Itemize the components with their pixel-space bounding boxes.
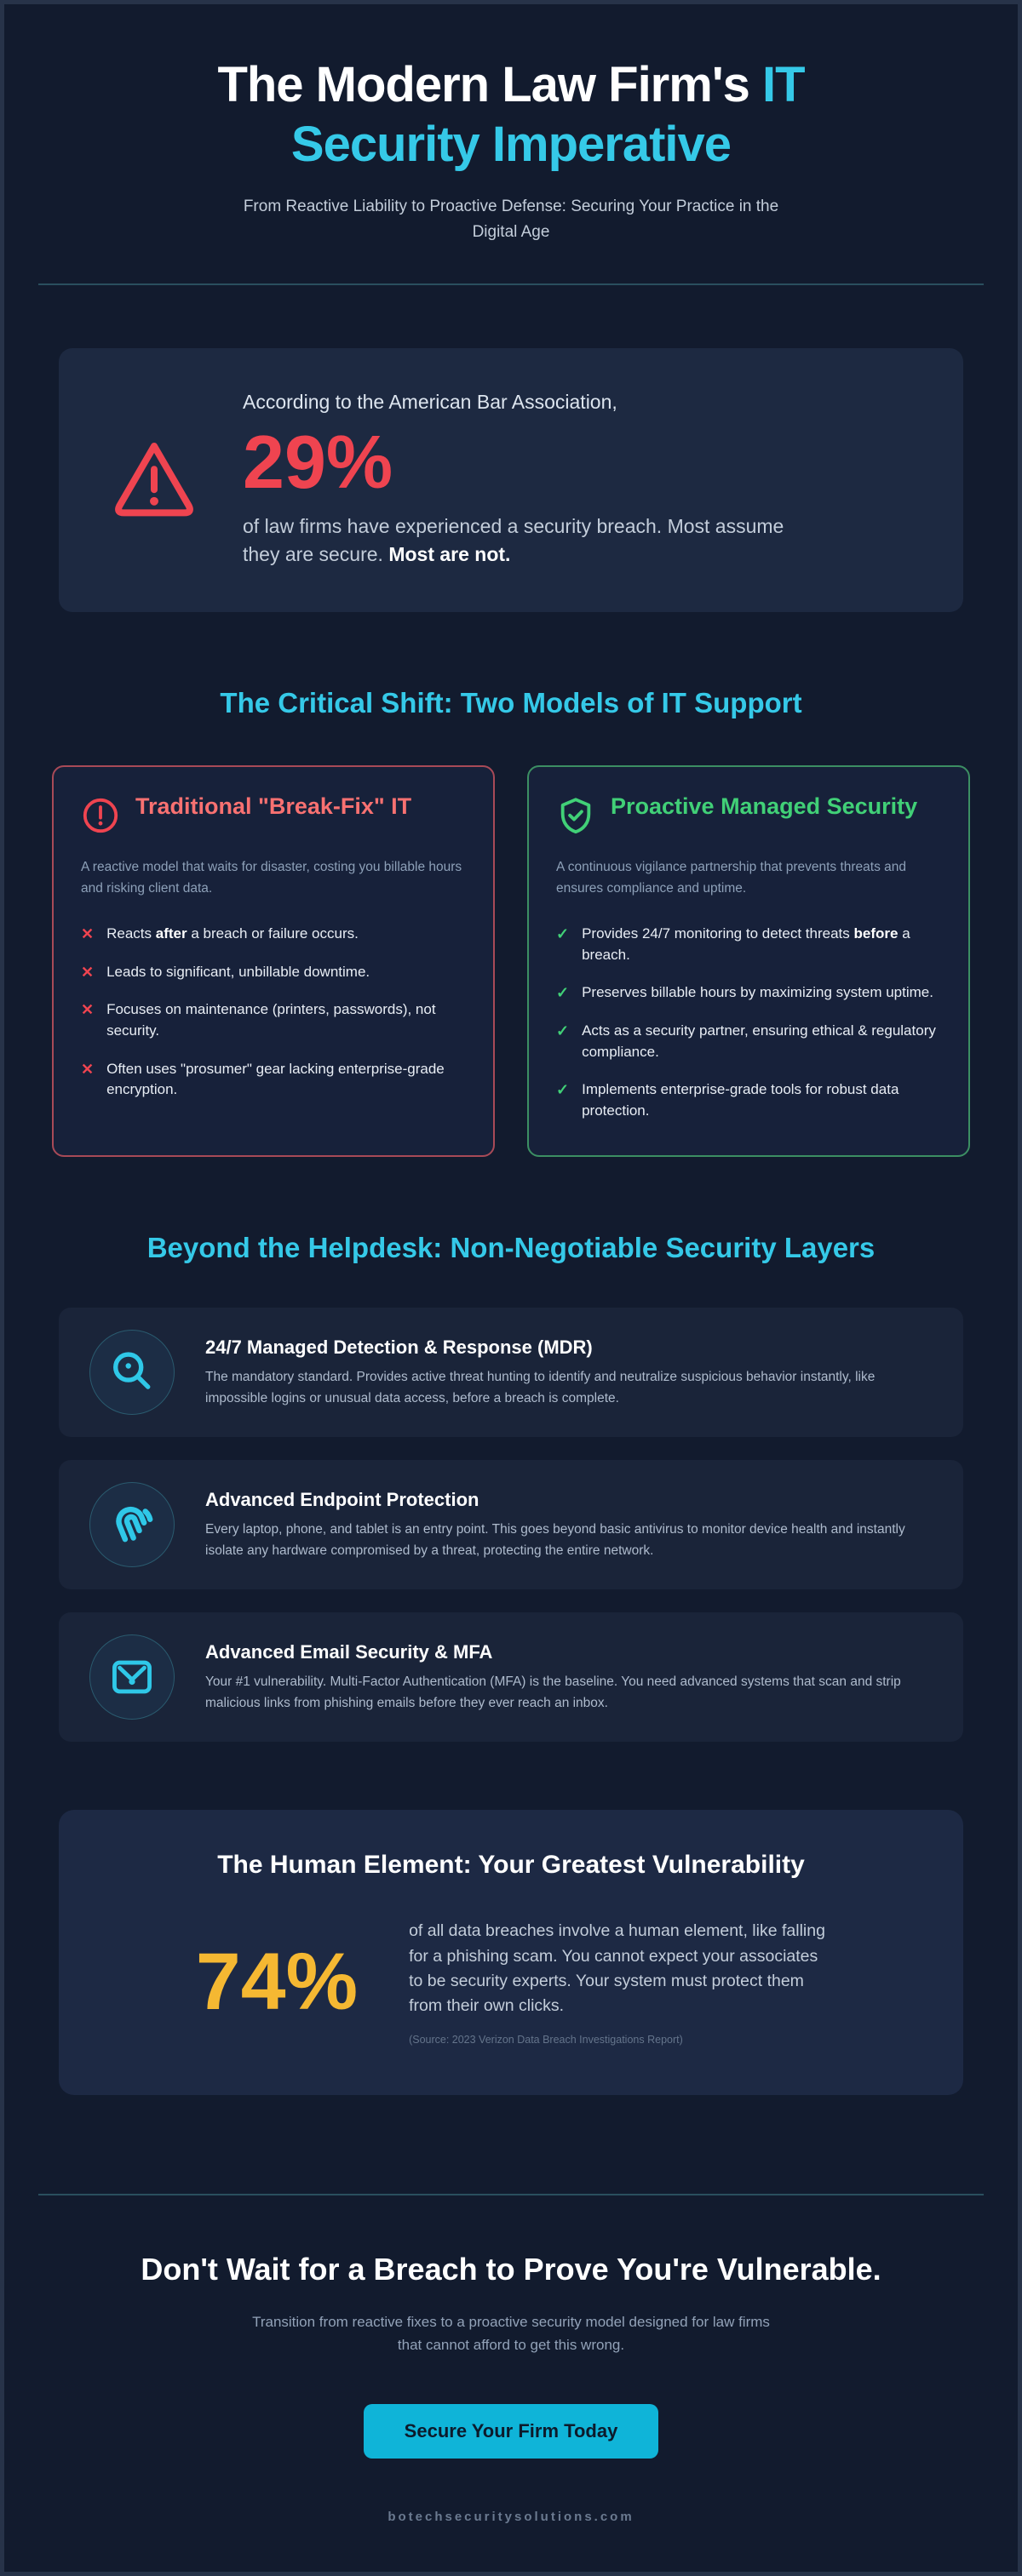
human-element-body: of all data breaches involve a human element, like falling for a phishing scam. You cannot expect your associates to be security experts. Your system must protect them from their own clicks.: [409, 1921, 825, 2016]
endpoint-layer-body: Every laptop, phone, and tablet is an entry point. This goes beyond basic antivirus to monitor device health and instantly isolate any hardware compromised by a threat, protecting the entire network.: [205, 1521, 905, 1558]
mdr-layer-text: [205, 1337, 933, 1409]
human-element-source: (Source: 2023 Verizon Data Breach Investigations Report): [409, 2034, 683, 2046]
managed-card-description: A continuous vigilance partnership that prevents threats and ensures compliance and uptime.: [556, 860, 907, 896]
shield-check-icon: [556, 796, 595, 835]
breakfix-list-item: [81, 999, 466, 1041]
managed-list-item-text: Implements enterprise-grade tools for robust data protection.: [582, 1081, 899, 1119]
models-section-heading: The Critical Shift: Two Models of IT Support: [220, 686, 802, 718]
models-comparison: [52, 765, 970, 1157]
human-element-text: [409, 1919, 826, 2046]
check-icon: ✓: [556, 1081, 570, 1099]
managed-card-header: [556, 793, 941, 835]
email-layer-card: [59, 1612, 963, 1742]
breakfix-list-item-text: Often uses "prosumer" gear lacking enterprise-grade encryption.: [106, 1060, 445, 1098]
page-title-accent-line2: Security Imperative: [290, 116, 732, 172]
endpoint-layer-card: [59, 1460, 963, 1589]
breakfix-list-item-text: Leads to significant, unbillable downtime.: [106, 963, 370, 980]
warning-triangle-icon: [110, 439, 198, 521]
breakfix-card: [52, 765, 495, 1157]
mdr-layer-card: [59, 1308, 963, 1437]
aba-stat-intro: According to the American Bar Association,: [243, 391, 617, 414]
fingerprint-icon: [89, 1482, 175, 1567]
footer-website: botechsecuritysolutions.com: [388, 2510, 634, 2525]
x-mark-icon: ✕: [81, 1001, 95, 1019]
secure-firm-button[interactable]: Secure Your Firm Today: [364, 2404, 659, 2459]
security-layers: [59, 1308, 963, 1742]
breakfix-card-header: [81, 793, 466, 835]
managed-list-item: [556, 924, 941, 965]
breakfix-list: [81, 924, 466, 1101]
cta-subtext: Transition from reactive fixes to a proactive security model designed for law firms that cannot afford to get this wrong.: [252, 2314, 770, 2353]
mdr-layer-body: The mandatory standard. Provides active threat hunting to identify and neutralize suspicious behavior instantly, like impossible logins or unusual data access, before a breach is complete.: [205, 1369, 876, 1405]
managed-list-item: [556, 982, 941, 1004]
endpoint-layer-title: Advanced Endpoint Protection: [205, 1488, 479, 1510]
breakfix-list-item-text: Reacts after a breach or failure occurs.: [106, 924, 359, 942]
x-mark-icon: ✕: [81, 1060, 95, 1078]
managed-card-title: Proactive Managed Security: [611, 793, 918, 820]
breakfix-list-item: [81, 924, 466, 945]
top-divider: [38, 283, 984, 285]
human-element-title: The Human Element: Your Greatest Vulnerability: [217, 1851, 805, 1880]
cta-heading: Don't Wait for a Breach to Prove You're Vulnerable.: [141, 2252, 881, 2287]
aba-stat-value: 29%: [243, 420, 393, 505]
human-element-row: [101, 1919, 921, 2046]
alert-circle-icon: [81, 796, 120, 835]
aba-stat-body-bold: Most are not.: [388, 543, 511, 566]
x-mark-icon: ✕: [81, 924, 95, 942]
human-element-value: 74%: [195, 1937, 359, 2028]
page-title: [35, 55, 987, 174]
managed-list-item-text: Preserves billable hours by maximizing system uptime.: [582, 984, 933, 1001]
page-title-accent-inline: IT: [762, 57, 805, 112]
email-layer-title: Advanced Email Security & MFA: [205, 1640, 493, 1663]
aba-stat-body-text: of law firms have experienced a security breach. Most assume they are secure.: [243, 514, 784, 566]
aba-stat-body: [243, 512, 805, 570]
x-mark-icon: ✕: [81, 963, 95, 981]
endpoint-layer-text: [205, 1489, 933, 1561]
page-title-white: The Modern Law Firm's: [217, 57, 749, 112]
aba-stat-text: [243, 391, 805, 569]
layers-section-heading: Beyond the Helpdesk: Non-Negotiable Security Layers: [146, 1232, 876, 1264]
breakfix-list-item-text: Focuses on maintenance (printers, passwords), not security.: [106, 1001, 436, 1039]
human-element-card: [59, 1810, 963, 2095]
check-icon: ✓: [556, 924, 570, 942]
managed-list-item-text: Provides 24/7 monitoring to detect threats before a breach.: [582, 924, 910, 963]
managed-list: [556, 924, 941, 1121]
bottom-divider: [38, 2194, 984, 2195]
page-subtitle: From Reactive Liability to Proactive Defense: Securing Your Practice in the Digital Age: [243, 197, 779, 241]
breakfix-card-title: Traditional "Break-Fix" IT: [135, 793, 412, 820]
envelope-check-icon: [89, 1634, 175, 1720]
managed-list-item-text: Acts as a security partner, ensuring ethical & regulatory compliance.: [582, 1022, 936, 1060]
magnifier-icon: [89, 1330, 175, 1415]
managed-list-item: [556, 1021, 941, 1062]
email-layer-text: [205, 1641, 933, 1714]
breakfix-list-item: [81, 1059, 466, 1101]
managed-list-item: [556, 1079, 941, 1121]
breakfix-card-description: A reactive model that waits for disaster, costing you billable hours and risking client data.: [81, 860, 462, 896]
managed-security-card: [527, 765, 970, 1157]
check-icon: ✓: [556, 1022, 570, 1039]
check-icon: ✓: [556, 984, 570, 1002]
breakfix-list-item: [81, 962, 466, 983]
aba-stat-card: [59, 348, 963, 611]
email-layer-body: Your #1 vulnerability. Multi-Factor Authentication (MFA) is the baseline. You need advanced systems that scan and strip malicious links from phishing emails before they ever reach an inbox.: [205, 1674, 901, 1710]
mdr-layer-title: 24/7 Managed Detection & Response (MDR): [205, 1336, 593, 1358]
